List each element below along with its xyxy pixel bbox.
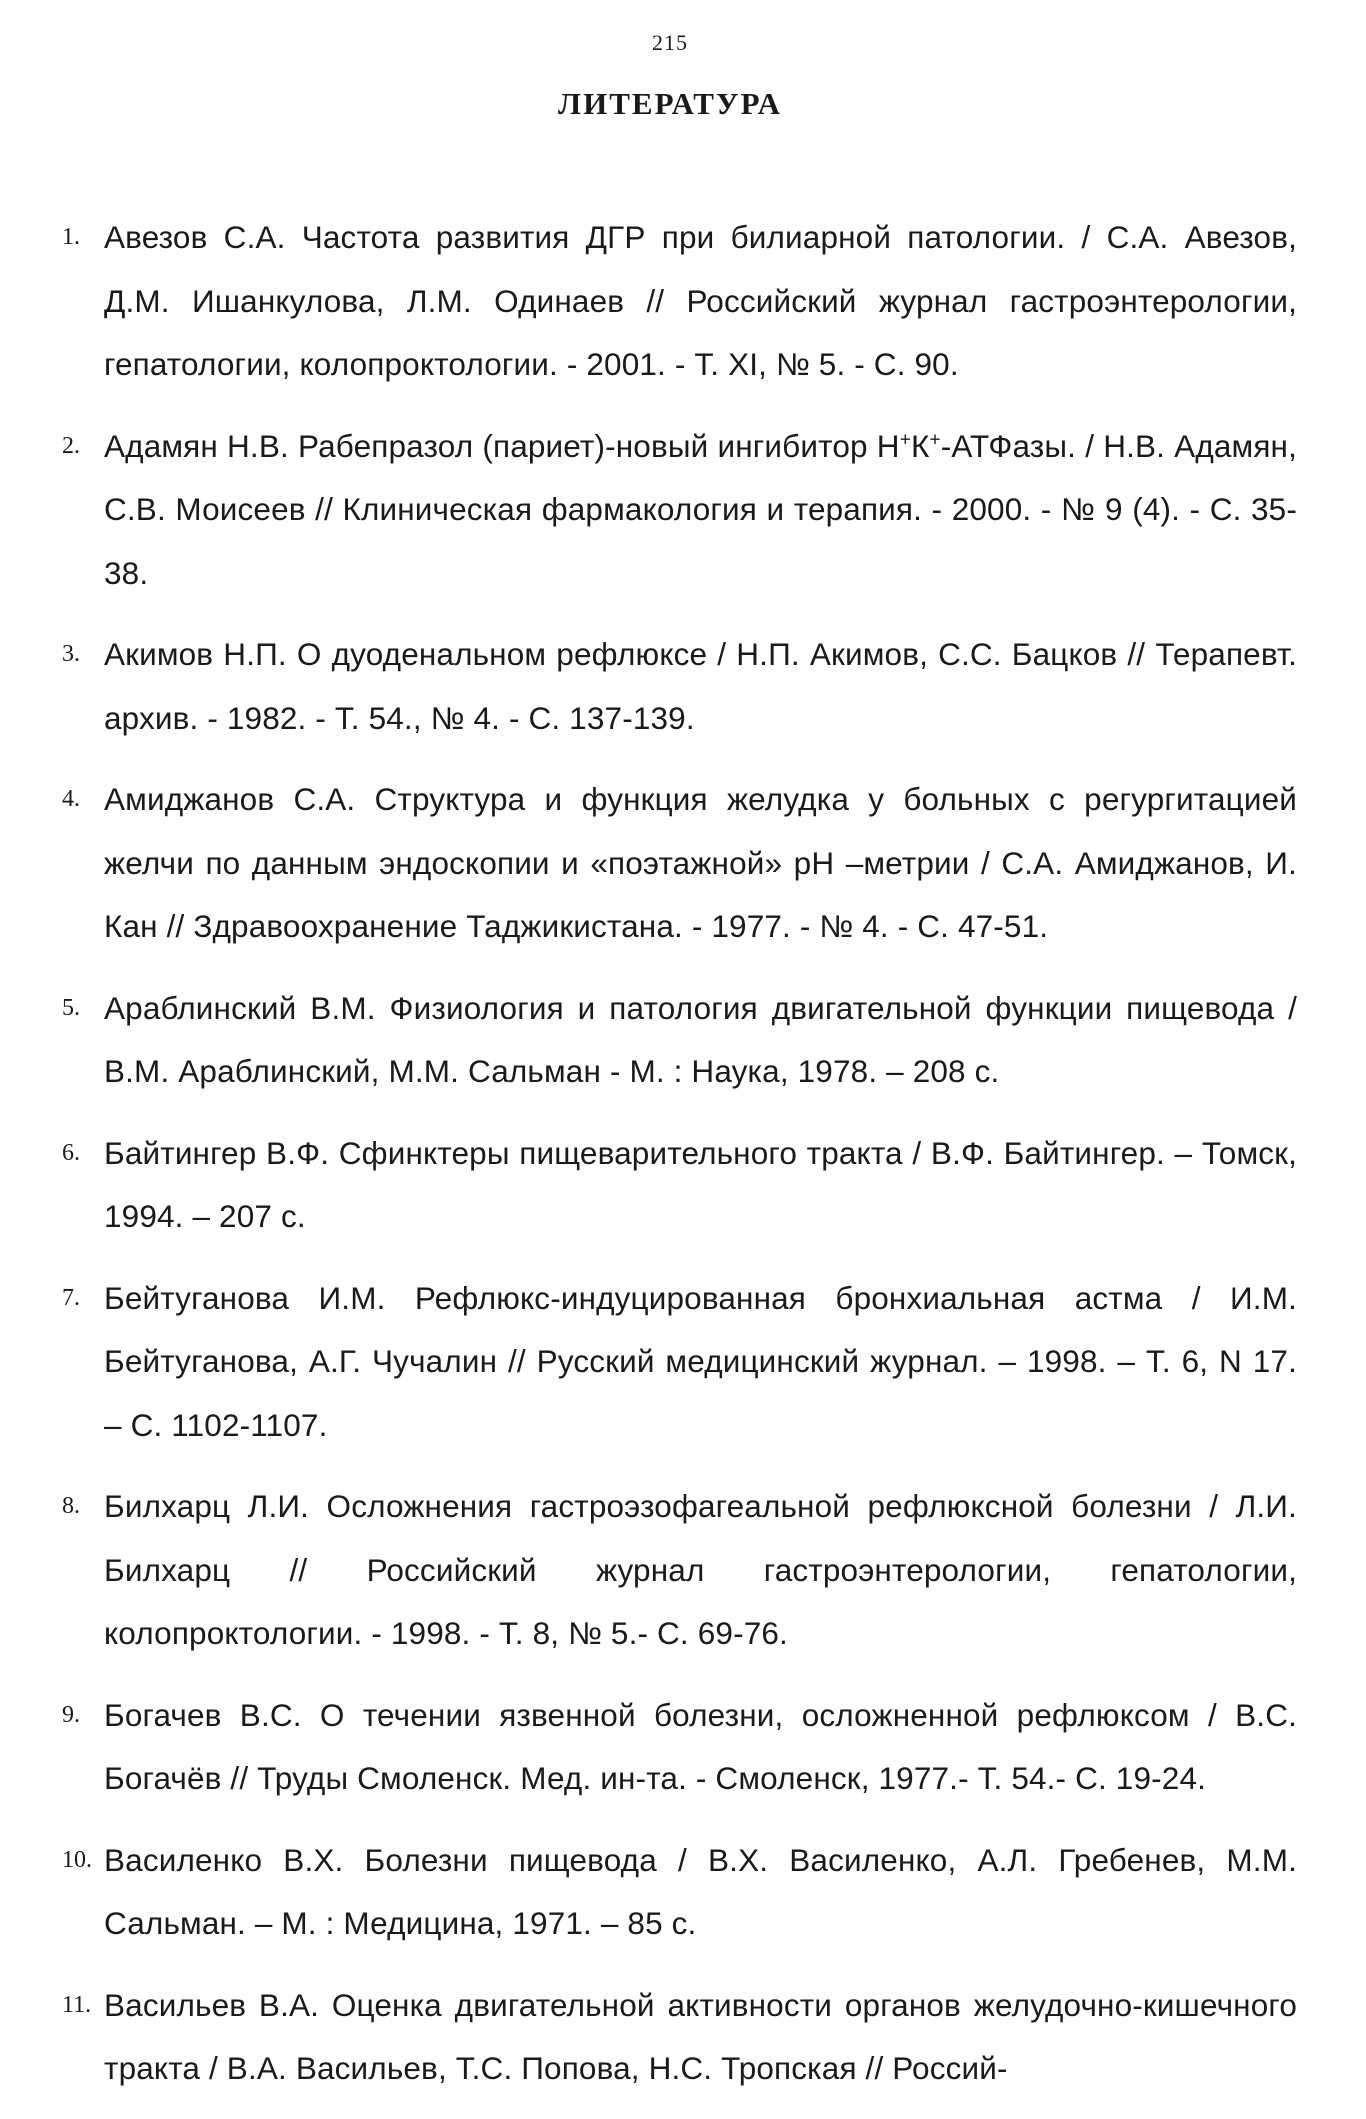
reference-text: Богачев В.С. О течении язвенной болезни, осложненной рефлюксом / В.С. Богачёв // Труды Смоленск. Мед. ин-та. - Смоленск, 1977.- Т. 54.- С. 19-24. (104, 1696, 1297, 1796)
reference-number: 9. (62, 1701, 80, 1728)
reference-item (62, 1974, 1297, 2101)
reference-number: 4. (62, 786, 80, 812)
reference-item (62, 1684, 1297, 1811)
reference-text: Васильев В.А. Оценка двигательной активности органов желудочно-кишечного тракта / В.А. Васильев, Т.С. Попова, Н.С. Тропская // Россий- (104, 1986, 1297, 2086)
reference-text: Араблинский В.М. Физиология и патология двигательной функции пищевода / В.М. Араблинский, М.М. Сальман - М. : Наука, 1978. – 208 с. (104, 989, 1297, 1089)
superscript: + (899, 429, 911, 450)
reference-item (62, 206, 1297, 397)
superscript: + (929, 429, 941, 450)
reference-text: Амиджанов С.А. Структура и функция желудка у больных с регургитацией желчи по данным эндоскопии и «поэтажной» рН –метрии / С.А. Амиджанов, И. Кан // Здравоохранение Таджикистана. - 1977. - № 4. - С. 47-51. (104, 781, 1297, 944)
reference-item (62, 623, 1297, 750)
reference-number: 8. (62, 1493, 80, 1519)
reference-list (62, 206, 1297, 2119)
reference-text: Байтингер В.Ф. Сфинктеры пищеварительного тракта / В.Ф. Байтингер. – Томск, 1994. – 207 с. (104, 1134, 1297, 1234)
reference-item (62, 1475, 1297, 1666)
reference-text: Акимов Н.П. О дуоденальном рефлюксе / Н.П. Акимов, С.С. Бацков // Терапевт. архив. - 1982. - Т. 54., № 4. - С. 137-139. (104, 636, 1297, 736)
reference-number: 7. (62, 1284, 80, 1311)
reference-number: 11. (62, 1991, 92, 2018)
page-number: 215 (652, 30, 688, 55)
reference-text: Билхарц Л.И. Осложнения гастроэзофагеальной рефлюксной болезни / Л.И. Билхарц // Российский журнал гастроэнтерологии, гепатологии, колопроктологии. - 1998. - Т. 8, № 5.- С. 69-76. (104, 1488, 1297, 1651)
reference-text-part: Адамян Н.В. Рабепразол (париет)-новый ингибитор Н (104, 427, 900, 464)
reference-number: 10. (62, 1846, 92, 1873)
reference-text: Авезов С.А. Частота развития ДГР при билиарной патологии. / С.А. Авезов, Д.М. Ишанкулова, Л.М. Одинаев // Российский журнал гастроэнтерологии, гепатологии, колопроктологии. - 2001. - Т. XI, № 5. - С. 90. (104, 219, 1297, 382)
reference-text: Василенко В.Х. Болезни пищевода / В.Х. Василенко, А.Л. Гребенев, М.М. Сальман. – М. : Медицина, 1971. – 85 с. (104, 1841, 1297, 1941)
reference-text-part: К (910, 427, 930, 464)
page-title: ЛИТЕРАТУРА (558, 86, 782, 121)
reference-item (62, 1267, 1297, 1458)
reference-text: Бейтуганова И.М. Рефлюкс-индуцированная бронхиальная астма / И.М. Бейтуганова, А.Г. Чучалин // Русский медицинский журнал. – 1998. – Т. 6, N 17. – С. 1102-1107. (104, 1279, 1297, 1443)
reference-number: 3. (62, 641, 80, 667)
reference-number: 2. (62, 432, 80, 459)
reference-item (62, 1122, 1297, 1249)
reference-item (62, 977, 1297, 1104)
reference-text-part: -АТФазы. / Н.В. Адамян, С.В. Моисеев // Клиническая фармакология и терапия. - 2000. - № 9 (4). - С. 35-38. (104, 427, 1298, 591)
reference-text (104, 415, 1297, 606)
reference-number: 5. (62, 994, 80, 1021)
reference-item (62, 768, 1297, 959)
reference-number: 1. (62, 224, 80, 250)
reference-item (62, 415, 1297, 606)
reference-number: 6. (62, 1139, 80, 1166)
reference-item (62, 1829, 1297, 1956)
